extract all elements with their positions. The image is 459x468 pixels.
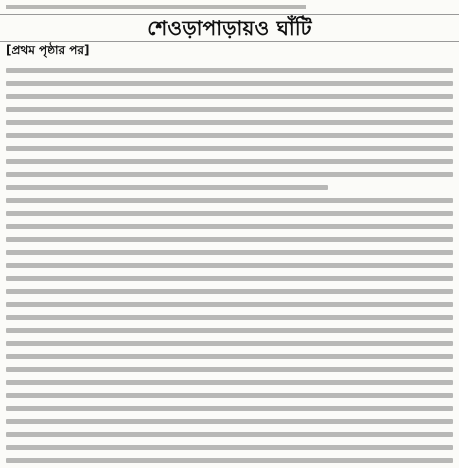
body-text-line <box>6 328 453 333</box>
body-text-line <box>6 146 453 151</box>
body-text-line <box>6 68 453 73</box>
body-text-line <box>6 354 453 359</box>
cropped-previous-line <box>6 0 306 13</box>
body-text-line <box>6 445 453 450</box>
body-text-line <box>6 237 453 242</box>
continued-from-label: [প্রথম পৃষ্ঠার পর] <box>6 43 90 57</box>
body-text-line <box>6 172 453 177</box>
body-text-line <box>6 198 453 203</box>
body-text-line <box>6 393 453 398</box>
body-text-line <box>6 94 453 99</box>
body-text-line <box>6 315 453 320</box>
body-text-line <box>6 458 453 463</box>
body-text-line <box>6 367 453 372</box>
body-text-line <box>6 432 453 437</box>
headline-band <box>0 14 459 42</box>
cropped-text-line <box>6 5 306 9</box>
body-text-line <box>6 159 453 164</box>
body-text-line <box>6 81 453 86</box>
body-text-line <box>6 133 453 138</box>
body-text-line <box>6 224 453 229</box>
body-text-line <box>6 406 453 411</box>
body-text-line <box>6 211 453 216</box>
article-body <box>6 60 453 464</box>
body-text-line <box>6 107 453 112</box>
body-text-line <box>6 185 328 190</box>
body-text-line <box>6 419 453 424</box>
body-text-line <box>6 380 453 385</box>
body-text-line <box>6 302 453 307</box>
body-text-line <box>6 250 453 255</box>
body-text-line <box>6 289 453 294</box>
article-headline: শেওড়াপাড়ায়ও ঘাঁটি <box>147 16 312 40</box>
body-text-line <box>6 276 453 281</box>
body-text-line <box>6 341 453 346</box>
body-text-line <box>6 263 453 268</box>
body-text-line <box>6 120 453 125</box>
